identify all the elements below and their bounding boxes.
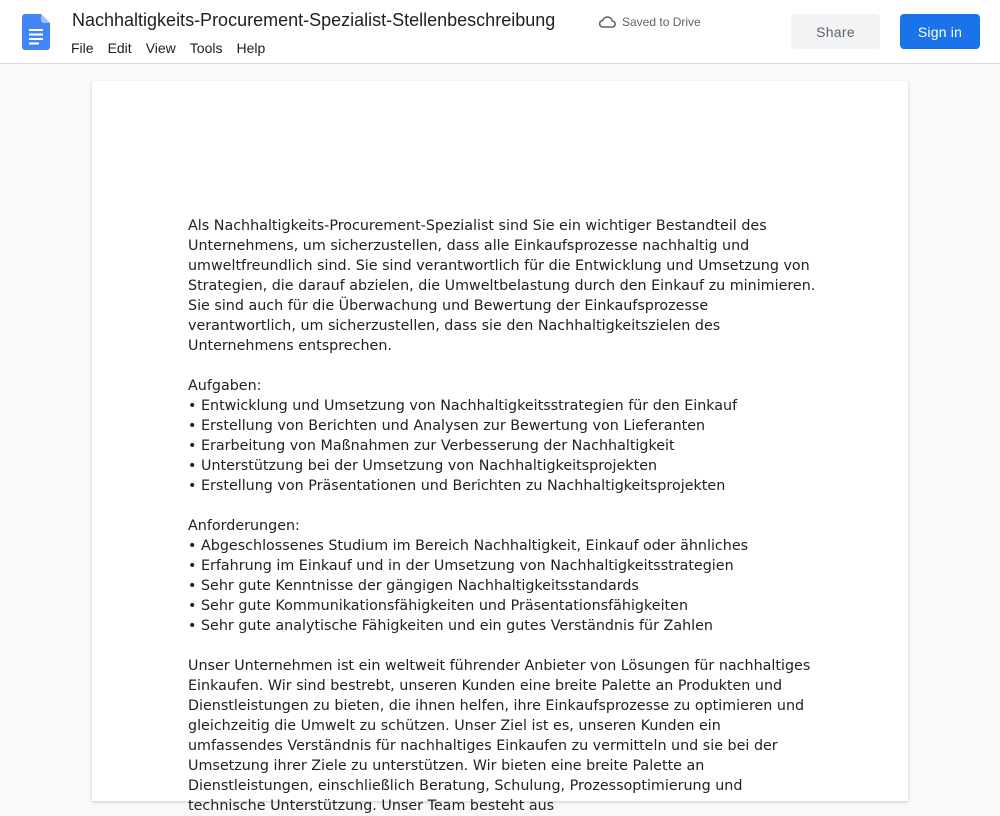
task-list-item: • Unterstützung bei der Umsetzung von Nachhaltigkeitsprojekten <box>188 458 658 474</box>
document-page[interactable] <box>92 81 908 814</box>
task-list-item: • Entwicklung und Umsetzung von Nachhaltigkeitsstrategien für den Einkauf <box>188 398 738 414</box>
requirement-list-item: • Sehr gute Kommunikationsfähigkeiten und Präsentationsfähigkeiten <box>188 598 689 614</box>
task-list-item: • Erstellung von Berichten und Analysen zur Bewertung von Lieferanten <box>188 418 706 434</box>
tasks-heading: Aufgaben: <box>188 378 262 394</box>
requirement-list-item: • Erfahrung im Einkauf und in der Umsetzung von Nachhaltigkeitsstrategien <box>188 558 734 574</box>
save-status-label: Saved to Drive <box>622 15 701 29</box>
task-list-item: • Erstellung von Präsentationen und Berichten zu Nachhaltigkeitsprojekten <box>188 478 726 494</box>
requirements-heading: Anforderungen: <box>188 518 300 534</box>
share-button[interactable]: Share <box>791 14 880 49</box>
menu-edit[interactable]: Edit <box>107 40 132 56</box>
google-docs-icon[interactable] <box>22 14 50 50</box>
menu-view[interactable]: View <box>145 40 176 56</box>
requirement-list-item: • Sehr gute analytische Fähigkeiten und ein gutes Verständnis für Zahlen <box>188 618 713 634</box>
task-list-item: • Erarbeitung von Maßnahmen zur Verbesserung der Nachhaltigkeit <box>188 438 675 454</box>
cloud-saved-icon <box>599 16 616 28</box>
requirement-list-item: • Sehr gute Kenntnisse der gängigen Nachhaltigkeitsstandards <box>188 578 639 594</box>
paragraph-spacer <box>188 356 816 376</box>
paragraph-spacer <box>188 496 816 516</box>
menu-bar <box>64 39 272 59</box>
menu-tools[interactable]: Tools <box>189 40 223 56</box>
document-title[interactable]: Nachhaltigkeits-Procurement-Spezialist-Stellenbeschreibung <box>72 10 556 30</box>
sign-in-button[interactable]: Sign in <box>900 14 980 49</box>
intro-paragraph: Als Nachhaltigkeits-Procurement-Spezialist sind Sie ein wichtiger Bestandteil des Unternehmens, um sicherzustellen, dass alle Einkaufsprozesse nachhaltig und umweltfreundlich sind. Sie sind verantwortlich für die Entwicklung und Umsetzung von Strategien, die darauf abzielen, die Umweltbelastung durch den Einkauf zu minimieren. Sie sind auch für die Überwachung und Bewertung der Einkaufsprozesse verantwortlich, um sicherzustellen, dass sie den Nachhaltigkeitszielen des Unternehmens entsprechen. <box>188 218 816 354</box>
paragraph-spacer <box>188 636 816 656</box>
menu-file[interactable]: File <box>71 40 94 56</box>
document-body[interactable] <box>188 216 816 816</box>
menu-help[interactable]: Help <box>236 40 266 56</box>
requirement-list-item: • Abgeschlossenes Studium im Bereich Nachhaltigkeit, Einkauf oder ähnliches <box>188 538 749 554</box>
save-status <box>599 14 701 30</box>
top-toolbar <box>0 0 1000 64</box>
company-paragraph: Unser Unternehmen ist ein weltweit führender Anbieter von Lösungen für nachhaltiges Einkaufen. Wir sind bestrebt, unseren Kunden eine breite Palette an Produkten und Dienstleistungen zu bieten, die ihnen helfen, ihre Einkaufsprozesse zu optimieren und gleichzeitig die Umwelt zu schützen. Unser Ziel ist es, unseren Kunden ein umfassendes Verständnis für nachhaltiges Einkaufen zu vermitteln und sie bei der Umsetzung ihrer Ziele zu unterstützen. Wir bieten eine breite Palette an Dienstleistungen, einschließlich Beratung, Schulung, Prozessoptimierung und technische Unterstützung. Unser Team besteht aus <box>188 658 811 814</box>
